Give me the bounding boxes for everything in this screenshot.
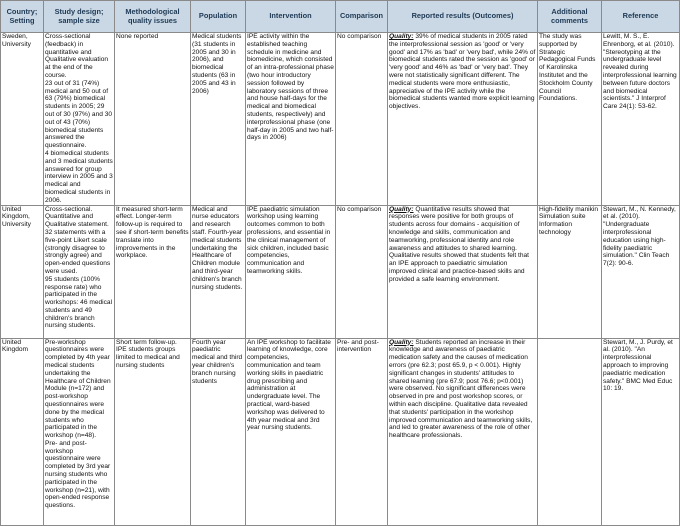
cell-country: Sweden, University — [1, 33, 44, 206]
design-text: 95 students (100% response rate) who participated in the workshops: 46 medical students and 49 children's branch nursing students. — [45, 275, 113, 330]
table-row — [1, 338, 680, 525]
quality-label: Quality: — [389, 33, 414, 40]
header-row — [1, 1, 680, 33]
cell-quality: None reported — [115, 33, 191, 206]
header-intervention: Intervention — [246, 1, 336, 33]
cell-comments — [538, 338, 602, 525]
cell-reference: Stewart, M., J. Purdy, et al. (2010). "An interprofessional approach to improving paediatric medication safety." BMC Med Educ 10: 19. — [602, 338, 680, 525]
quality-label: Quality: — [389, 205, 414, 213]
cell-comparison: Pre- and post-intervention — [336, 338, 388, 525]
header-results: Reported results (Outcomes) — [388, 1, 538, 33]
cell-intervention: IPE paediatric simulation workshop using learning outcomes common to both professions, and essential in the clinical management of sick children, included basic competencies, communication and teamworking skills. — [246, 205, 336, 338]
cell-intervention: An IPE workshop to facilitate learning of knowledge, core competencies, communication and team working skills in paediatric drug prescribing and administration at undergraduate level. The practical, ward-based workshop was delivered to 4th year medical and 3rd year nursing students. — [246, 338, 336, 525]
design-text: Pre-workshop questionnaires were completed by 4th year medical students undertaking the Healthcare of Children Module (n=172) and post-workshop questionnaires were done by the medical students who participated in the workshop (n=48). — [45, 338, 111, 440]
header-comparison: Comparison — [336, 1, 388, 33]
results-text: Quantitative results showed that responses were positive for both groups of students across four domains - acquisition of knowledge and skills, communication and teamworking, professional identity and role awareness and attitudes to shared learning. Qualitative results showed that students felt that an IPE approach to paediatric simulation improved clinical and practice-based skills and provided a safe learning environment. — [389, 205, 530, 283]
table-row — [1, 205, 680, 338]
cell-country: United Kingdom — [1, 338, 44, 525]
header-reference: Reference — [602, 1, 680, 33]
design-text: Cross-sectional (feedback) in quantitative and Qualitative evaluation at the end of the course. — [45, 33, 109, 79]
design-text: 23 out of 31 (74%) medical and 50 out of 63 (79%) biomedical students in 2005; 29 out of 30 (97%) and 30 out of 43 (70%) biomedical students answered the questionnaire. — [45, 79, 113, 150]
design-text: Cross-sectional. Quantitative and Qualitative statement. 32 statements with a five-point Likert scale (strongly disagree to strongly agree) and open-ended questions were used. — [45, 205, 111, 275]
cell-results — [388, 338, 538, 525]
cell-quality: It measured short-term effect. Longer-term follow-up is required to see if short-term benefits translate into improvements in the workplace. — [115, 205, 191, 338]
cell-design — [44, 338, 115, 525]
table-row — [1, 33, 680, 206]
cell-population: Fourth year paediatric medical and third year children's branch nursing students — [191, 338, 246, 525]
quality-label: Quality: — [389, 338, 414, 346]
cell-intervention: IPE activity within the established teaching schedule in medicine and biomedicine, which consisted of an intra-professional phase (two hour introductory session followed by laboratory sessions of three and house half-days for the medical and biomedical students, respectively) and interprofessional phase (one half-day in 2005 and two half-days in 2006) — [246, 33, 336, 206]
cell-comments: High-fidelity manikin Simulation suite Information technology — [538, 205, 602, 338]
cell-comparison: No comparison — [336, 33, 388, 206]
cell-quality: Short term follow-up. IPE students groups limited to medical and nursing students — [115, 338, 191, 525]
design-text: 4 biomedical students and 3 medical students answered for group interview in 2005 and 3 medical and biomedical students in 2006. — [45, 149, 113, 204]
cell-reference: Stewart, M., N. Kennedy, et al. (2010). "Undergraduate interprofessional education using high-fidelity paediatric simulation." Clin Teach 7(2): 90-6. — [602, 205, 680, 338]
cell-results — [388, 33, 538, 206]
cell-country: United Kingdom, University — [1, 205, 44, 338]
cell-results — [388, 205, 538, 338]
cell-comments: The study was supported by Strategic Pedagogical Funds of Karolinska Institutet and the Stockholm County Council Foundations. — [538, 33, 602, 206]
header-quality: Methodological quality issues — [115, 1, 191, 33]
results-text: Students reported an increase in their knowledge and awareness of paediatric medication safety and the causes of medication errors (pre 62.3; post 65.9, p < 0.001). Highly significant changes in students' attitudes to shared learning (pre 67.9; post 76.6; p<0.001) were observed. No significant differences were observed in pre and post workshop scores, or within each discipline. Qualitative data revealed that students' participation in the workshop improved communication and teamworking skills, and led to greater awareness of the role of other healthcare professionals. — [389, 338, 533, 440]
cell-design — [44, 205, 115, 338]
cell-reference: Lewitt, M. S., E. Ehrenborg, et al. (2010). "Stereotyping at the undergraduate level revealed during interprofessional learning between future doctors and biomedical scientists." J Interprof Care 24(1): 53-62. — [602, 33, 680, 206]
header-country: Country; Setting — [1, 1, 44, 33]
cell-comparison: No comparison — [336, 205, 388, 338]
design-text: Pre- and post-workshop questionnaire were completed by 3rd year nursing students who participated in the workshop (n=21), with open-ended response questions. — [45, 439, 111, 510]
cell-population: Medical and nurse educators and research staff. Fourth-year medical students undertaking the Healthcare of Children module and third-year children's branch nursing students. — [191, 205, 246, 338]
header-comments: Additional comments — [538, 1, 602, 33]
header-population: Population — [191, 1, 246, 33]
cell-population: Medical students (31 students in 2005 and 30 in 2006), and biomedical students (63 in 2005 and 43 in 2006) — [191, 33, 246, 206]
results-text: 39% of medical students in 2005 rated the interprofessional session as 'good' or 'very good' and 17% as 'bad' or 'very bad', while 24% of biomedical students rated the session as 'good' or 'very good' and 46% as 'bad' or 'very bad'. They were not statistically significant different. The medical students were more enthusiastic, appreciative of the IPE activity while the biomedical students wanted more explicit learning objectives. — [389, 33, 536, 111]
cell-design — [44, 33, 115, 206]
header-design: Study design; sample size — [44, 1, 115, 33]
